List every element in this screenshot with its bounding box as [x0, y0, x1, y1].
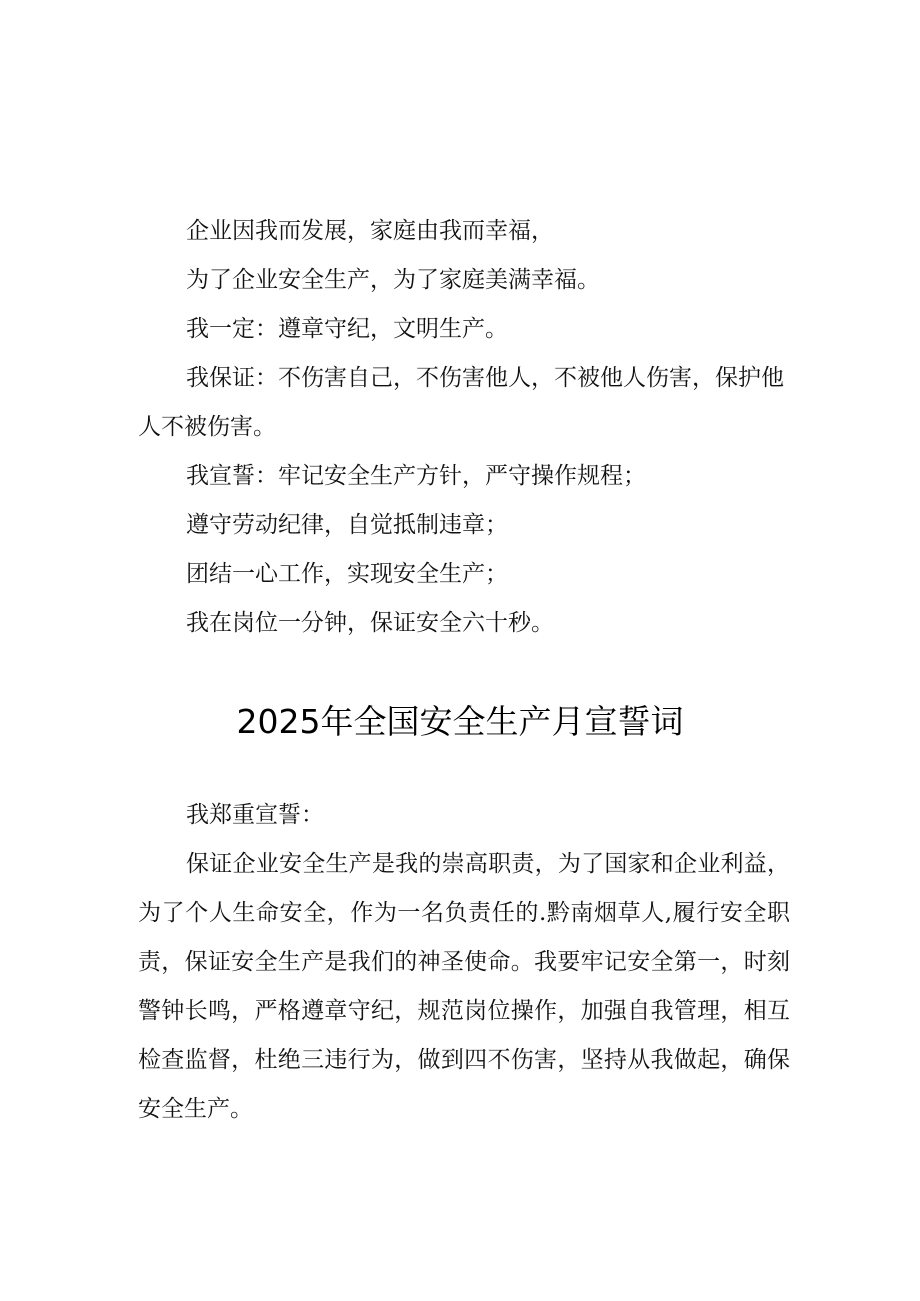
oath-line: 为了企业安全生产，为了家庭美满幸福。	[186, 267, 600, 293]
pledge-section	[138, 791, 790, 1134]
oath-line: 我保证：不伤害自己，不伤害他人，不被他人伤害，保护他人不被伤害。	[138, 365, 784, 440]
intro-line: 我郑重宣誓：	[186, 802, 324, 828]
oath-line: 我一定：遵章守纪，文明生产。	[186, 316, 508, 342]
section-title: 2025年全国安全生产月宣誓词	[236, 702, 684, 741]
oath-line: 企业因我而发展，家庭由我而幸福，	[186, 218, 554, 244]
pledge-body: 保证企业安全生产是我的崇高职责，为了国家和企业利益，为了个人生命安全，作为一名负责任的.黔南烟草人,履行安全职责，保证安全生产是我们的神圣使命。我要牢记安全第一，时刻警钟长鸣，严格遵章守纪，规范岗位操作，加强自我管理，相互检查监督，杜绝三违行为，做到四不伤害，坚持从我做起，确保安全生产。	[138, 851, 790, 1122]
oath-line: 我宣誓：牢记安全生产方针，严守操作规程；	[186, 463, 646, 489]
oath-line: 团结一心工作，实现安全生产；	[186, 561, 508, 587]
oath-line: 遵守劳动纪律，自觉抵制违章；	[186, 512, 508, 538]
oath-section	[138, 207, 790, 648]
oath-line: 我在岗位一分钟，保证安全六十秒。	[186, 610, 554, 636]
